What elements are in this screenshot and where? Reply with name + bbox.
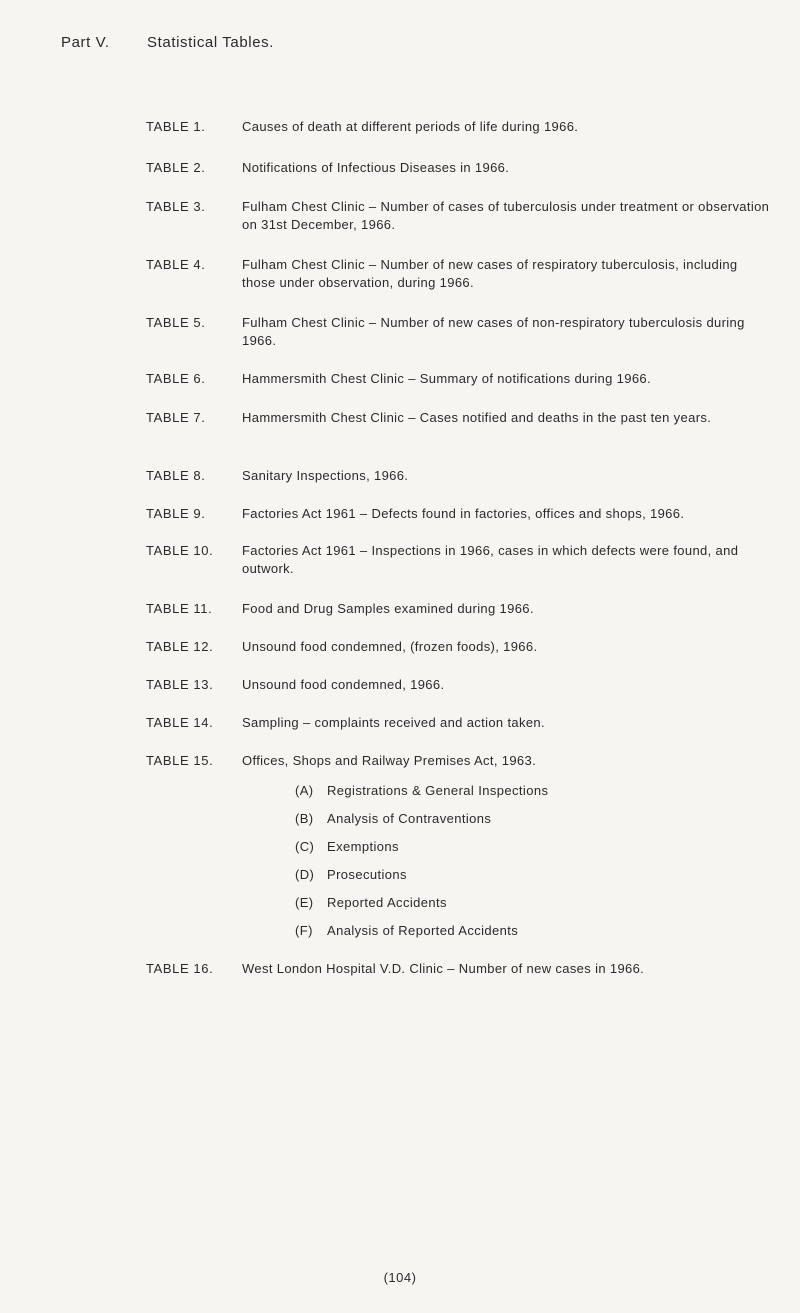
subitem-text: Exemptions <box>327 839 399 854</box>
table-number: TABLE 9. <box>146 506 206 521</box>
table-number: TABLE 1. <box>146 119 206 134</box>
table-description: Fulham Chest Clinic – Number of cases of tuberculosis under treatment or observation on 31st December, 1966. <box>242 199 770 232</box>
table-description: Sampling – complaints received and action taken. <box>242 715 545 730</box>
table-number: TABLE 12. <box>146 639 214 654</box>
table-description: Food and Drug Samples examined during 1966. <box>242 601 534 616</box>
table-description: Unsound food condemned, 1966. <box>242 677 445 692</box>
table15-subitem <box>295 810 491 828</box>
page-number: (104) <box>383 1270 417 1285</box>
subitem-letter: (D) <box>295 867 315 882</box>
table-number: TABLE 6. <box>146 371 206 386</box>
table-description: Notifications of Infectious Diseases in 1966. <box>242 160 510 175</box>
table-description: Factories Act 1961 – Defects found in factories, offices and shops, 1966. <box>242 506 685 521</box>
subitem-text: Reported Accidents <box>327 895 447 910</box>
table-description: Sanitary Inspections, 1966. <box>242 468 409 483</box>
table-number: TABLE 8. <box>146 468 206 483</box>
subitem-letter: (F) <box>295 923 313 938</box>
table-number: TABLE 5. <box>146 315 206 330</box>
table-description: Factories Act 1961 – Inspections in 1966, cases in which defects were found, and outwork. <box>242 543 739 576</box>
table-description: Hammersmith Chest Clinic – Cases notified and deaths in the past ten years. <box>242 410 712 425</box>
subitem-letter: (C) <box>295 839 315 854</box>
table-number: TABLE 11. <box>146 601 213 616</box>
table15-subitem <box>295 782 548 800</box>
table-number: TABLE 4. <box>146 257 206 272</box>
table-number: TABLE 13. <box>146 677 214 692</box>
subitem-text: Analysis of Reported Accidents <box>327 923 519 938</box>
subitem-letter: (E) <box>295 895 314 910</box>
table-description: Unsound food condemned, (frozen foods), 1966. <box>242 639 538 654</box>
subitem-text: Registrations & General Inspections <box>327 783 549 798</box>
table-description: Offices, Shops and Railway Premises Act, 1963. <box>242 753 537 768</box>
table-number: TABLE 15. <box>146 753 214 768</box>
table-description: West London Hospital V.D. Clinic – Number of new cases in 1966. <box>242 961 645 976</box>
table-number: TABLE 16. <box>146 961 214 976</box>
table-number: TABLE 3. <box>146 199 206 214</box>
page-header <box>61 34 274 51</box>
table-description: Fulham Chest Clinic – Number of new cases of non-respiratory tuberculosis during 1966. <box>242 315 745 348</box>
page-title: Statistical Tables. <box>147 34 275 51</box>
table-description: Causes of death at different periods of life during 1966. <box>242 119 579 134</box>
table-description: Fulham Chest Clinic – Number of new cases of respiratory tuberculosis, including those under observation, during 1966. <box>242 257 738 290</box>
table-number: TABLE 7. <box>146 410 206 425</box>
part-label: Part V. <box>61 34 110 51</box>
table15-subitem <box>295 866 407 884</box>
table-number: TABLE 14. <box>146 715 214 730</box>
table-number: TABLE 10. <box>146 543 214 558</box>
table-number: TABLE 2. <box>146 160 206 175</box>
subitem-letter: (A) <box>295 783 314 798</box>
table15-subitem <box>295 838 399 856</box>
subitem-letter: (B) <box>295 811 314 826</box>
table15-subitem <box>295 922 518 940</box>
table15-subitem <box>295 894 447 912</box>
subitem-text: Analysis of Contraventions <box>327 811 492 826</box>
subitem-text: Prosecutions <box>327 867 407 882</box>
table-description: Hammersmith Chest Clinic – Summary of notifications during 1966. <box>242 371 651 386</box>
